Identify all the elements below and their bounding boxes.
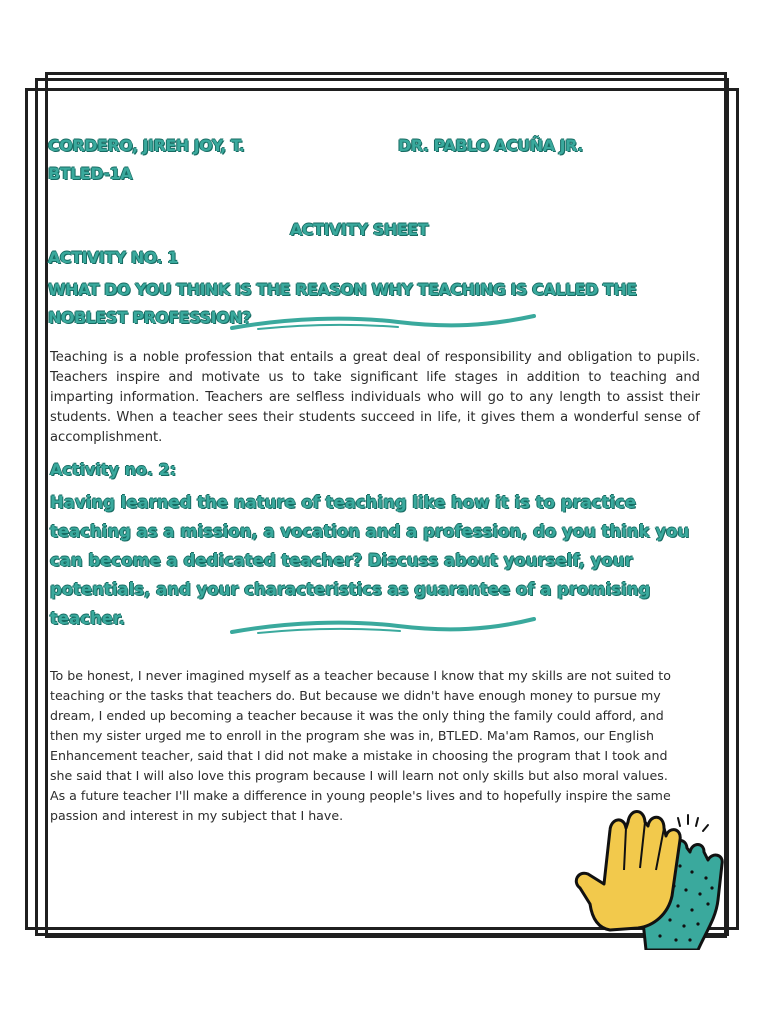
activity2-question: Having learned the nature of teaching like how it is to practice teaching as a mission, a vocation and a profession, do you think you can become a dedicated teacher? Discuss about yourself, your potentials, and your characteristics as guarantee of a promising teacher. (50, 493, 690, 628)
swash-divider-icon (228, 614, 540, 638)
swash-divider-icon (228, 312, 540, 334)
yellow-hand-icon (576, 812, 680, 931)
spark-lines-icon (678, 815, 708, 831)
activity1-answer: Teaching is a noble profession that entails a great deal of responsibility and obligation to pupils. Teachers inspire and motivate us to take significant life stages in addition to teaching and imparting information. Teachers are selfless individuals who will go to any length to assist their students. When a teacher sees their students succeed in life, it gives them a wonderful sense of accomplishment. (50, 350, 700, 445)
teacher-name: DR. PABLO ACUÑA JR. (398, 136, 583, 155)
sheet-title: ACTIVITY SHEET (290, 220, 429, 239)
section-label: BTLED-1A (48, 164, 132, 183)
activity2-label: Activity no. 2: (50, 460, 177, 479)
activity1-label: ACTIVITY NO. 1 (48, 248, 178, 267)
activity1-question: WHAT DO YOU THINK IS THE REASON WHY TEACHING IS CALLED THE NOBLEST PROFESSION? (48, 280, 637, 327)
student-name: CORDERO, JIREH JOY, T. (48, 136, 245, 155)
activity2-answer: To be honest, I never imagined myself as a teacher because I know that my skills are not suited to teaching or the tasks that teachers do. But because we didn't have enough money to pursue my dream, I ended up becoming a teacher because it was the only thing the family could afford, and then my sister urged me to enroll in the program she was in, BTLED. Ma'am Ramos, our English Enhancement teacher, said that I did not make a mistake in choosing the program that I took and she said that I will also love this program because I will learn not only skills but also moral values. As a future teacher I'll make a difference in young people's lives and to hopefully inspire the same passion and interest in my subject that I have. (50, 668, 671, 823)
high-five-hands-icon (568, 800, 753, 950)
